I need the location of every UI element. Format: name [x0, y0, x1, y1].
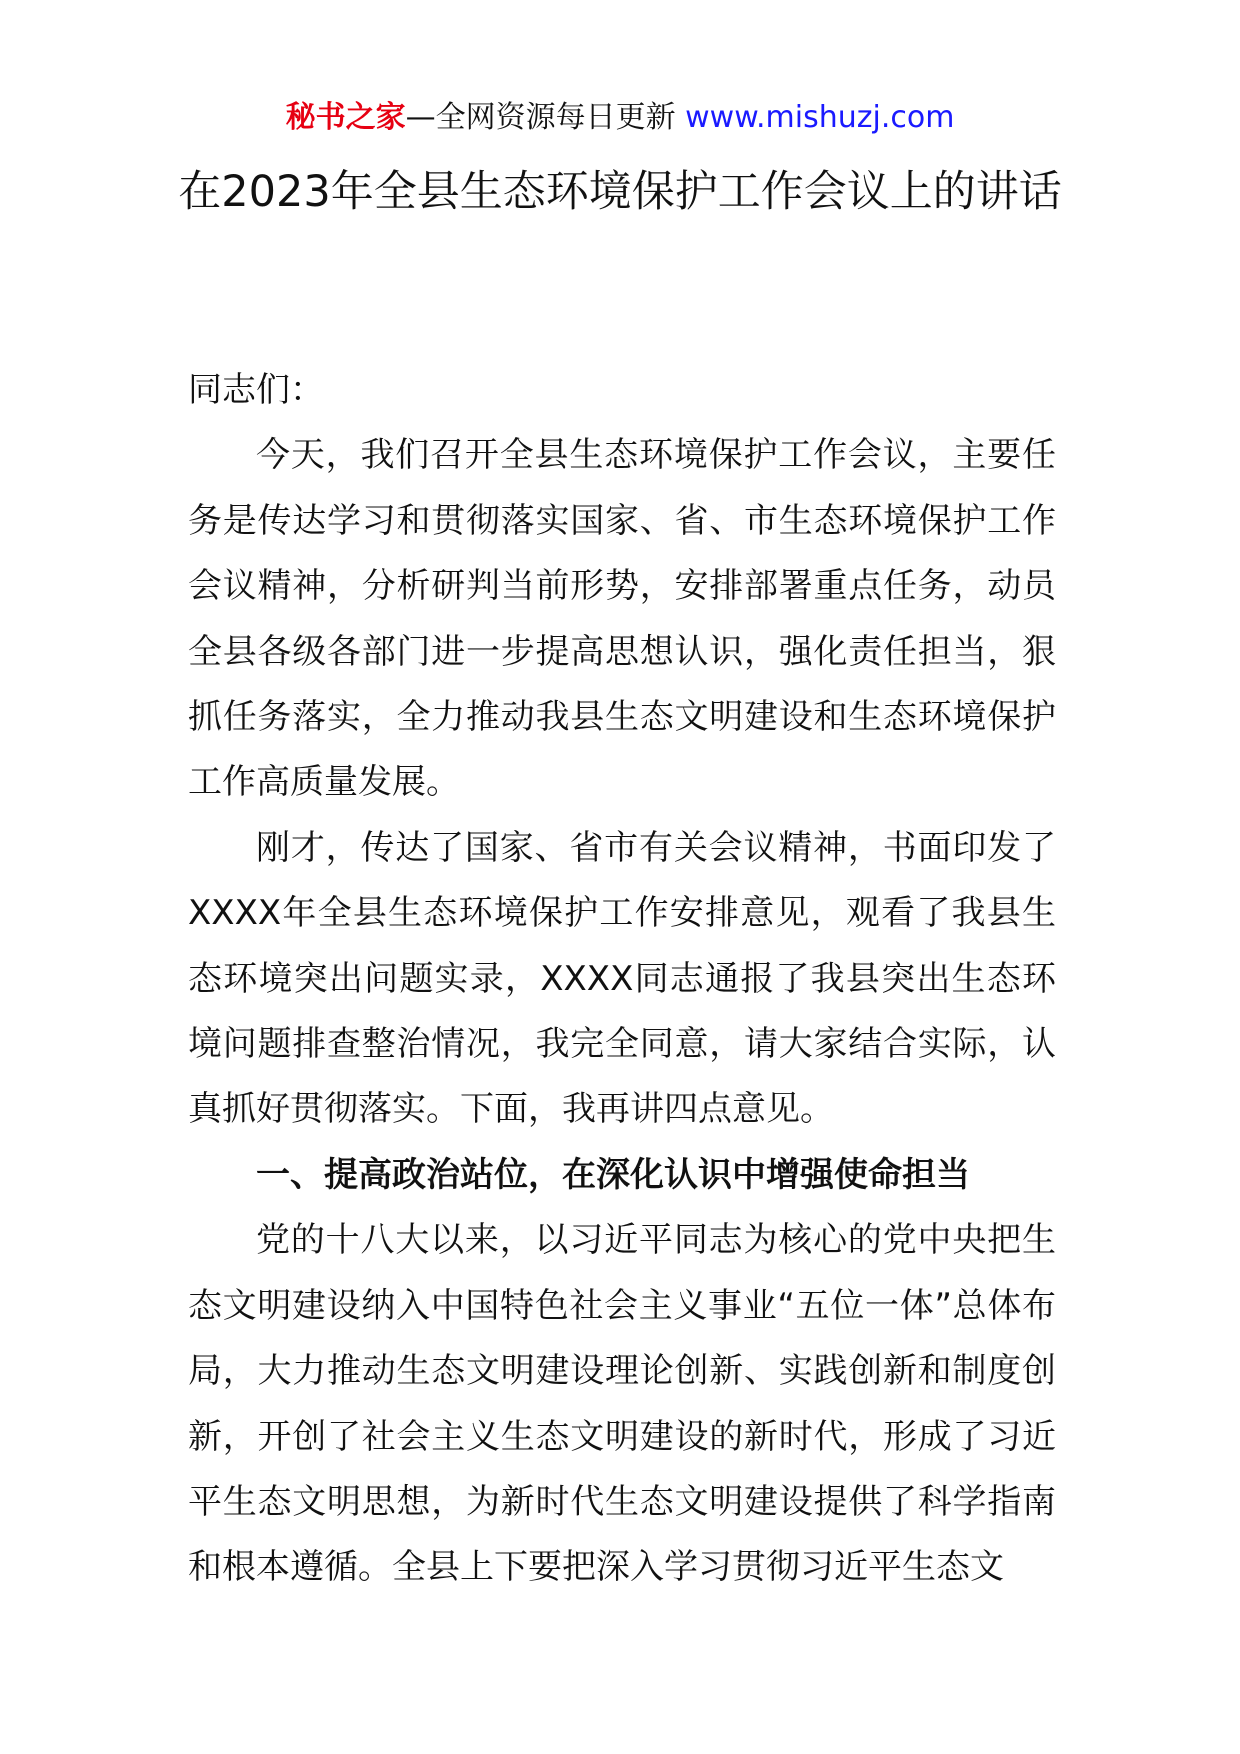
header-tagline: —全网资源每日更新 [405, 100, 686, 135]
paragraph-1: 今天，我们召开全县生态环境保护工作会议，主要任务是传达学习和贯彻落实国家、省、市生态环境保护工作会议精神，分析研判当前形势，安排部署重点任务，动员全县各级各部门进一步提高思想认识，强化责任担当，狠抓任务落实，全力推动我县生态文明建设和生态环境保护工作高质量发展。 [188, 435, 1056, 803]
document-title: 在2023年全县生态环境保护工作会议上的讲话 [178, 167, 1062, 217]
salutation: 同志们： [188, 370, 324, 410]
site-url[interactable]: www.mishuzj.com [685, 100, 955, 135]
document-body [188, 358, 1056, 1601]
brand-name: 秘书之家 [285, 100, 406, 135]
paragraph-3: 党的十八大以来，以习近平同志为核心的党中央把生态文明建设纳入中国特色社会主义事业“五位一体”总体布局，大力推动生态文明建设理论创新、实践创新和制度创新，开创了社会主义生态文明建设的新时代，形成了习近平生态文明思想，为新时代生态文明建设提供了科学指南和根本遵循。全县上下要把深入学习贯彻习近平生态文 [188, 1220, 1056, 1588]
section-heading-1: 一、提高政治站位，在深化认识中增强使命担当 [256, 1154, 970, 1195]
site-header [0, 98, 1240, 138]
paragraph-2: 刚才，传达了国家、省市有关会议精神，书面印发了XXXX年全县生态环境保护工作安排意见，观看了我县生态环境突出问题实录，XXXX同志通报了我县突出生态环境问题排查整治情况，我完全同意，请大家结合实际，认真抓好贯彻落实。下面，我再讲四点意见。 [188, 827, 1056, 1130]
